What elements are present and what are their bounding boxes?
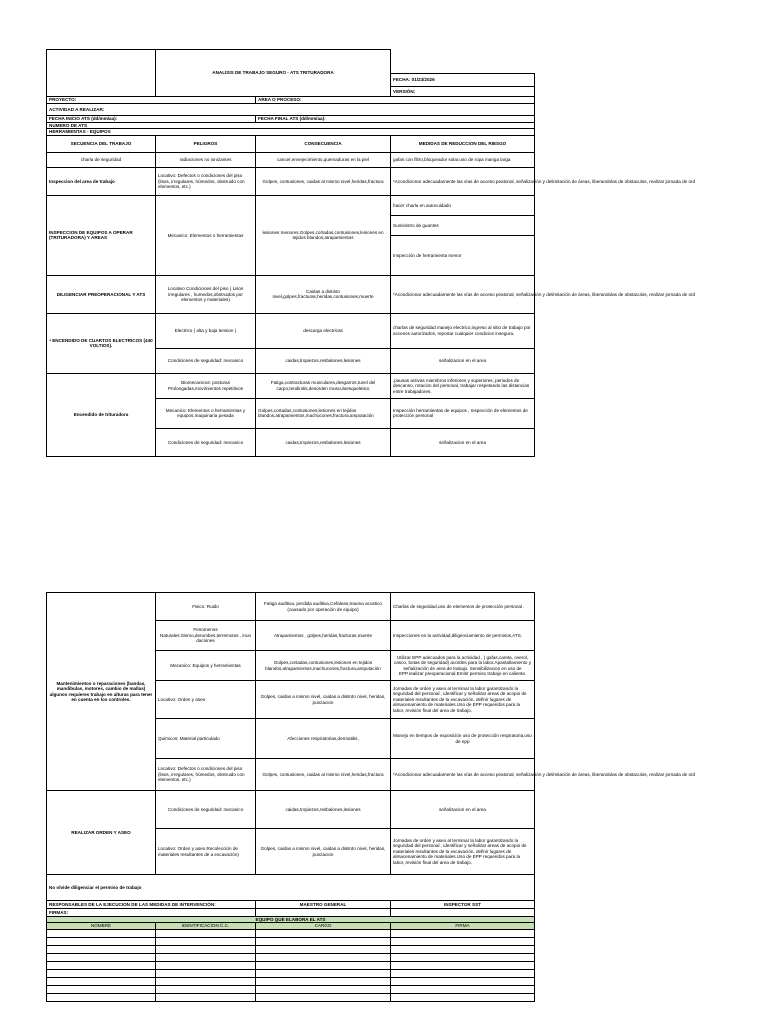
herramientas-label: HERRAMIENTAS - EQUIPOS [47, 129, 535, 135]
firmas-label: FIRMAS: [47, 909, 256, 917]
signature-cell[interactable] [391, 937, 535, 945]
signature-cell[interactable] [47, 945, 156, 953]
table-cell: Mecanico: Elementos o herramientas [156, 195, 256, 275]
table-cell: Condiciones de seguridad: mecanico [156, 428, 256, 456]
table-cell: Locativo Condiciones del piso ( Lisos irregulares , humedos,obstruidos por elementos y materiales) [156, 275, 256, 313]
table-cell: Fatiga,contracturas musculares,desgarros,tunel del carpo,tendinitis,desorden musculoesqueletico [256, 373, 391, 398]
sig-col-identificacion: IDENTIFICACION C.C. [156, 923, 256, 929]
signature-cell[interactable] [156, 961, 256, 969]
signature-cell[interactable] [256, 977, 391, 985]
table-cell: ,pausas activas miembros inferiores y superiores, periodos de descanso, rotacion del personal, trabajar respetando las distancias entre trabajadores. [391, 373, 535, 398]
signature-cell[interactable] [156, 937, 256, 945]
ats-table-page-2 [46, 592, 696, 1002]
table-cell: *Acondicionar adecuadamente las vías de acceso peatonal, señalización y delimitación de áreas, liberandolas de obstaculos, realizar jornada de ord [391, 167, 535, 195]
signature-cell[interactable] [256, 985, 391, 993]
signature-cell[interactable] [47, 977, 156, 985]
table-cell: Encendido de trituradora [47, 373, 156, 456]
table-cell: Suministro de guantes [391, 215, 535, 235]
table-cell: Quimicos: Material particulado [156, 719, 256, 759]
table-cell: Charlas de seguridad,uso de elementos de protección personal . [391, 593, 535, 621]
signature-cell[interactable] [47, 969, 156, 977]
signature-cell[interactable] [47, 985, 156, 993]
table-cell: Inspección herramientas de equipos , Inspección de elementos de protección personal [391, 398, 535, 428]
table-cell: Mecanico: Equipos y herramientas [156, 651, 256, 681]
table-cell: señalizacion en el area [391, 791, 535, 829]
signature-cell[interactable] [156, 977, 256, 985]
col-header-consecuencia: CONSECUENCIA [256, 135, 391, 152]
signature-cell[interactable] [391, 977, 535, 985]
ats-table-page-1 [46, 49, 696, 457]
table-cell: Inspección de herramienta menor [391, 235, 535, 275]
maestro-label: MAESTRO GENERAL [256, 901, 391, 909]
col-header-medidas: MEDIDAS DE REDUCCION DEL RIESGO [391, 135, 535, 152]
table-cell: caidas,tropiezos,resbalones,lesiones [256, 791, 391, 829]
table-cell: gafas con filtro,bloqueador solar,uso de ropa manga larga [391, 152, 535, 167]
table-cell: Locativo: Defectos o condiciones del piso (lisos, irregulares, húmedos, obstruido con elementos, etc.) [156, 759, 256, 791]
table-cell: Fisico: Ruido [156, 593, 256, 621]
table-cell: REALIZAR ORDEN Y ASEO [47, 791, 156, 875]
table-cell: Manejo en tiempos de exposición uso de protección respiratoria,uso de epp [391, 719, 535, 759]
inspector-label: INSPECTOR SST [391, 901, 535, 909]
col-header-secuencia: SECUENCIA DEL TRABAJO [47, 135, 156, 152]
table-cell: Mantenimientos o reparaciones (bandas, mandibulas, motores, cambio de mallas) algunos requieres trabajo en alturas para tener en cuenta en los controles. [47, 593, 156, 791]
signature-cell[interactable] [256, 945, 391, 953]
table-cell: Locativo: Orden y aseo [156, 681, 256, 719]
signature-cell[interactable] [47, 961, 156, 969]
table-cell: Golpes,cortadas,contusiones,lesiones en tejidos blandos,atrapamientos,machucones,fractura,amputación [256, 651, 391, 681]
signature-cell[interactable] [156, 929, 256, 937]
table-cell: Inspecciones en la actividad,diligenciamiento de permisos,ATS. [391, 621, 535, 651]
fecha-inicio-label: FECHA INICIO ATS (dd/mm/aa): [47, 116, 256, 123]
table-cell: Fenomenos Naturales:Sismo,derumbes,terremotos , inun daciones [156, 621, 256, 651]
signature-cell[interactable] [391, 969, 535, 977]
table-cell: Mecanico: Elementos o herramientas y equipos,maquinaria pesada [156, 398, 256, 428]
table-cell: INSPECCION DE EQUIPOS A OPERAR (TRITURADORA) Y AREAS [47, 195, 156, 275]
signature-cell[interactable] [256, 961, 391, 969]
table-cell: *Acondicionar adecuadamente las vías de acceso peatonal, señalización y delimitación de áreas, liberandolas de obstaculos, realizar jornada de ord [391, 275, 535, 313]
table-cell: Golpes, contusiones, caidas al mismo nivel,heridas,fractura [256, 759, 391, 791]
permiso-note: No olvide diligenciar el permiso de trabajo [47, 875, 535, 901]
table-cell: • ENCENDIDO DE CUARTOS ELECTRICOS (440 VOLTIOS). [47, 313, 156, 373]
table-cell: cancer,envejecimiento,quemaduras en la piel [256, 152, 391, 167]
signature-cell[interactable] [256, 937, 391, 945]
table-cell: caidas,tropiezos,resbalones,lesiones [256, 428, 391, 456]
table-cell: Locativo: Orden y aseo.Recolección de materiales resultantes de a excavación) [156, 829, 256, 875]
table-cell: charla de seguridad [47, 152, 156, 167]
table-cell: Biomecanicos: posturas Prolongadas,movimientos repetitivos [156, 373, 256, 398]
signature-cell[interactable] [391, 945, 535, 953]
sig-col-cargo: CARGO [256, 923, 391, 929]
table-cell: *Acondicionar adecuadamente las vías de acceso peatonal, señalización y delimitación de áreas, liberandolas de obstaculos, realizar jornada de ord [391, 759, 535, 791]
signature-cell[interactable] [47, 937, 156, 945]
version-label: VERSIÓN: [391, 87, 535, 97]
table-cell: Golpes, contusiones, caidas al mismo nivel,heridas,fractura [256, 167, 391, 195]
signature-cell[interactable] [47, 953, 156, 961]
table-cell: hacer charla en autocuidado [391, 195, 535, 215]
signature-cell[interactable] [156, 985, 256, 993]
table-cell: Electrico ( alta y baja tension ) [156, 313, 256, 348]
table-cell: señalizacion en el area [391, 348, 535, 373]
responsables-label: RESPONSABLES DE LA EJECUCION DE LAS MEDIDAS DE INTERVENCIÓN: [47, 901, 256, 909]
actividad-label: ACTIVIDAD A REALIZAR: [47, 104, 535, 116]
signature-cell[interactable] [391, 929, 535, 937]
signature-cell[interactable] [156, 969, 256, 977]
table-cell: Golpes, caidas a mismo nivel, caidas a distinto nivel, heridas, punzacion [256, 829, 391, 875]
numero-ats-label: NUMERO DE ATS [47, 123, 535, 129]
area-label: AREA O PROCESO: [256, 97, 535, 104]
fecha-final-label: FECHA FINAL ATS (dd/mm/aa): [256, 116, 535, 123]
signature-cell[interactable] [47, 929, 156, 937]
table-cell: charlas de seguridad manejo electrico,ingreso al sitio de trabajo por accesos autorizados, reportar cualquier condicion insegura. [391, 313, 535, 348]
table-cell: Inspeccion del area de trabajo [47, 167, 156, 195]
table-cell: Golpes,cortadas,contusiones,lesiones en tejidos blandos,atrapamientos,machucones,fractura,amputación [256, 398, 391, 428]
table-cell: Locativo: Defectos o condiciones del piso (lisos, irregulares, húmedos, obstruido con elementos, etc.) [156, 167, 256, 195]
sig-col-firma: FIRMA [391, 923, 535, 929]
equipo-header: EQUIPO QUE ELABORA EL ATS [47, 917, 535, 923]
signature-cell[interactable] [256, 929, 391, 937]
table-cell: descarga electricas [256, 313, 391, 348]
table-cell: Utilizar EPP adecuados para la actividad , ( gafas,careta, overol, casco, botas de seguridad) acordes para la labor.Apantallamiento y señalización de area de trabajo. Sensibilizacion en uso de EPP.realizar preoperacional.Emitir permiso trabajo en caliente. [391, 651, 535, 681]
table-cell: radiaciones no ionizantes [156, 152, 256, 167]
signature-cell[interactable] [256, 993, 391, 1001]
signature-cell[interactable] [47, 993, 156, 1001]
signature-cell[interactable] [391, 961, 535, 969]
table-cell: Afecciones respiratorias,dermatitis, [256, 719, 391, 759]
table-cell: Golpes, caidas a mismo nivel, caidas a distinto nivel, heridas, punzacion [256, 681, 391, 719]
signature-cell[interactable] [156, 945, 256, 953]
col-header-peligros: PELIGROS [156, 135, 256, 152]
signature-cell[interactable] [156, 953, 256, 961]
table-cell: Fatiga auditiva, perdida auditiva,Cefaleas,trauma acustico (causado por operación de equipo) [256, 593, 391, 621]
table-cell: Condiciones de seguridad: mecanico [156, 348, 256, 373]
signature-cell[interactable] [391, 985, 535, 993]
signature-cell[interactable] [391, 953, 535, 961]
fecha-label: FECHA: 01/23/2026 [391, 74, 535, 87]
sig-col-nombre: NOMBRE [47, 923, 156, 929]
table-cell: Caidas a distinto nivel,golpes,fracturas,heridas,contusiones,muerte [256, 275, 391, 313]
document-title: ANALISIS DE TRABAJO SEGURO - ATS TRITURADORA [156, 50, 391, 97]
signature-cell[interactable] [256, 953, 391, 961]
table-cell: señalizacion en el area [391, 428, 535, 456]
signature-cell[interactable] [391, 993, 535, 1001]
signature-cell[interactable] [256, 969, 391, 977]
table-cell: caidas,tropiezos,resbalones,lesiones [256, 348, 391, 373]
table-cell: Jornadas de orden y aseo al terminar la labor garantizando la seguridad del personal , identificar y señalizar areas de acopio de materiales resultantes de la excavación, definir lugares de almacenamiento de materiales.Uso de EPP requeridos para la labor, revisión final del area de trabajo. [391, 829, 535, 875]
table-cell: Condiciones de seguridad: mecanico [156, 791, 256, 829]
table-cell: Jornadas de orden y aseo al terminar la labor garantizando la seguridad del personal , identificar y señalizar areas de acopio de materiales resultantes de la excavación, definir lugares de almacenamiento de materiales.Uso de EPP requeridos para la labor, revisión final del area de trabajo. [391, 681, 535, 719]
proyecto-label: PROYECTO: [47, 97, 256, 104]
signature-cell[interactable] [156, 993, 256, 1001]
table-cell: DILIGENCIAR PREOPERACIONAL Y ATS [47, 275, 156, 313]
table-cell: Atrapamientos , golpes,heridas,fracturas,muerte [256, 621, 391, 651]
table-cell: lesiones menores.Golpes,cortadas,contusiones,lesiones en tejidos blandos,atrapamientos [256, 195, 391, 275]
